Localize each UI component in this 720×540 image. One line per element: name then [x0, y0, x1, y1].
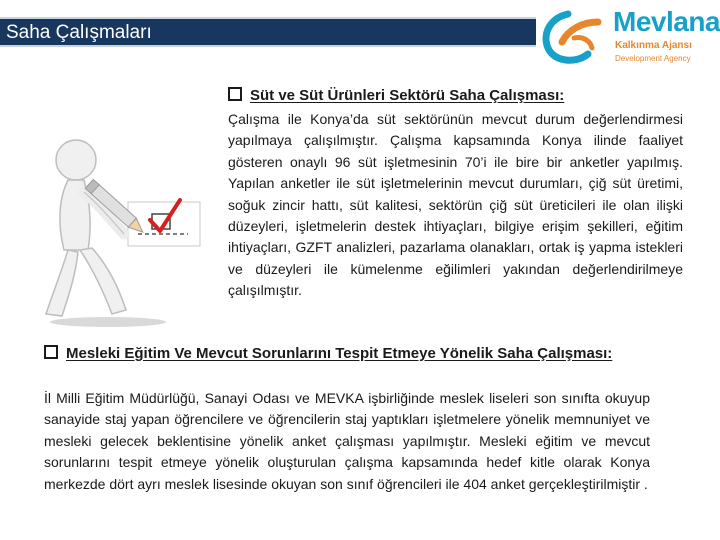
section2-heading-text: Mesleki Eğitim Ve Mevcut Sorunlarını Tespit Etmeye Yönelik Saha Çalışması:: [66, 345, 613, 362]
section1-heading-text: Süt ve Süt Ürünleri Sektörü Saha Çalışması:: [250, 87, 565, 104]
logo-subtitle: Kalkınma Ajansı: [615, 40, 692, 51]
section1-body: Çalışma ile Konya’da süt sektörünün mevcut durum değerlendirmesi yapılmaya çalışılmıştır. Çalışma kapsamında Konya ilinde faaliyet gösteren onaylı 96 süt işletmesinin 70’i ile bire bir anketler yapılmış. Yapılan anketler ile süt işletmelerinin mevcut durumları, çiğ süt üretimi, soğuk zincir hattı, süt kalitesi, sektörün çiğ süt üreticileri ile olan ilişki düzeyleri, işletmelerin destek ihtiyaçları, bilgiye erişim şekilleri, eğitim ihtiyaçları, GZFT analizleri, pazarlama olanakları, ortak iş yapma istekleri ve düzeyleri ile kümelenme eğilimleri yakından değerlendirilmeye çalışılmıştır.: [228, 111, 683, 299]
checkbox-bullet-icon: [44, 345, 58, 359]
section2-heading: [44, 343, 650, 364]
logo-swirl-icon: [538, 8, 610, 66]
section2-body: İl Milli Eğitim Müdürlüğü, Sanayi Odası ve MEVKA işbirliğinde meslek liseleri son sınıfta okuyup sanayide staj yapan öğrencilere ve öğrencilerin staj yaptıkları işletmelere yönelik memnuniyet ve mesleki gelecek beklentisine yönelik anket çalışması yapılmıştır. Mesleki eğitim ve mevcut sorunlarını tespit etmeye yönelik oluşturulan çalışma kapsamında hedef kitle olarak Konya merkezde dört ayrı meslek lisesinde okuyan son sınıf öğrencileri ile 404 anket gerçekleştirilmiştir .: [44, 390, 650, 492]
mevlana-logo: [538, 8, 718, 66]
logo-name: Mevlana: [613, 6, 720, 37]
figure-with-pencil-icon: [28, 130, 208, 330]
logo-tagline: Development Agency: [615, 54, 691, 63]
section1-heading: [228, 86, 564, 105]
title-bar: [0, 17, 536, 47]
checkbox-bullet-icon: [228, 87, 242, 101]
page-title: Saha Çalışmaları: [6, 22, 152, 43]
